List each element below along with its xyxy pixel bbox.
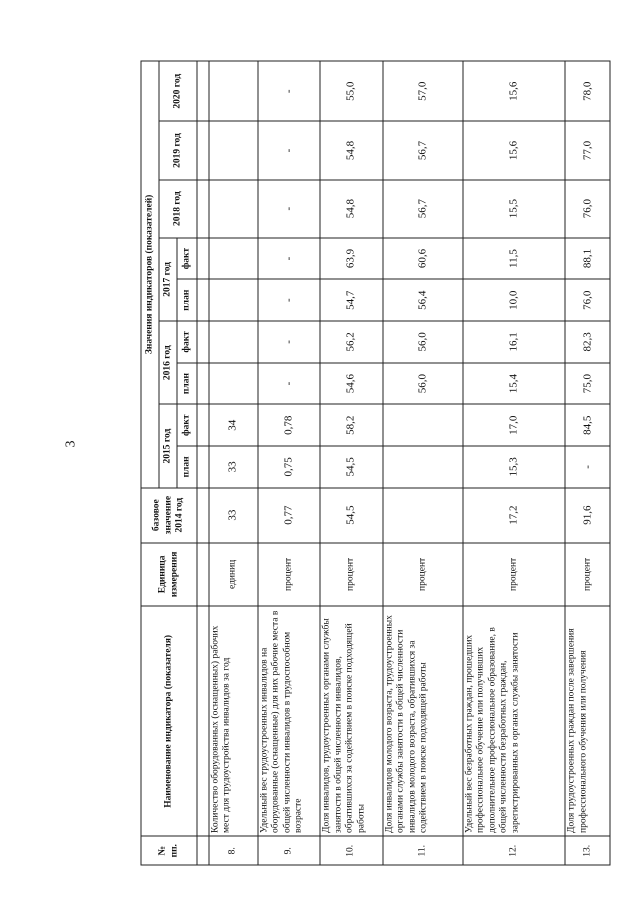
cell-y2019: [209, 121, 258, 179]
cell-p2017: [209, 279, 258, 321]
cell-p2017: 56,4: [383, 279, 463, 321]
cell-no: 8.: [209, 836, 258, 865]
cell-f2015: [383, 404, 463, 446]
header-fact: факт: [177, 321, 197, 363]
cell-y2018: -: [258, 180, 320, 238]
table-body: [209, 61, 610, 865]
header-2017: 2017 год: [159, 238, 177, 321]
cell-y2020: 15,6: [463, 61, 565, 121]
cell-unit: единиц: [209, 543, 258, 607]
cell-name: Доля инвалидов, трудоустроенных органами службы занятости в общей численности инвалидов, обратившихся за содействием в поиске подходящей работы: [320, 606, 382, 836]
cell-p2017: 10,0: [463, 279, 565, 321]
cell-name: Удельный вес трудоустроенных инвалидов на оборудованные (оснащенные) для них рабочие места в общей численности инвалидов в трудоспособном возрасте: [258, 606, 320, 836]
cell-p2016: 75,0: [565, 363, 610, 405]
cell-f2017: -: [258, 238, 320, 280]
cell-y2020: -: [258, 61, 320, 121]
cell-p2015: 33: [209, 446, 258, 488]
cell-p2016: 56,0: [383, 363, 463, 405]
cell-base: 54,5: [320, 488, 382, 543]
header-2018: 2018 год: [159, 180, 197, 238]
cell-no: 13.: [565, 836, 610, 865]
cell-f2015: 17,0: [463, 404, 565, 446]
cell-y2019: -: [258, 121, 320, 179]
cell-f2016: 82,3: [565, 321, 610, 363]
header-fact: факт: [177, 404, 197, 446]
table-row: [463, 61, 565, 865]
header-2020: 2020 год: [159, 61, 197, 121]
cell-y2018: 15,5: [463, 180, 565, 238]
header-plan: план: [177, 446, 197, 488]
cell-no: 12.: [463, 836, 565, 865]
header-base: базовое значение 2014 год: [141, 488, 197, 543]
cell-base: 33: [209, 488, 258, 543]
cell-y2020: 57,0: [383, 61, 463, 121]
cell-p2016: [209, 363, 258, 405]
cell-y2019: 15,6: [463, 121, 565, 179]
indicators-table: [141, 61, 611, 866]
rotated-table-wrapper: [141, 61, 611, 866]
cell-y2020: [209, 61, 258, 121]
cell-f2016: 56,0: [383, 321, 463, 363]
table-row: [209, 61, 258, 865]
cell-y2018: 54,8: [320, 180, 382, 238]
cell-y2020: 55,0: [320, 61, 382, 121]
cell-f2017: 11,5: [463, 238, 565, 280]
cell-no: 10.: [320, 836, 382, 865]
cell-p2015: -: [565, 446, 610, 488]
header-plan: план: [177, 363, 197, 405]
header-values-group: Значения индикаторов (показателей): [141, 61, 159, 488]
cell-f2017: 88,1: [565, 238, 610, 280]
cell-p2017: 76,0: [565, 279, 610, 321]
cell-name: Доля инвалидов молодого возраста, трудоустроенных органами службы занятости в общей численности инвалидов молодого возраста, обратившихся за содействием в поиске подходящей работы: [383, 606, 463, 836]
cell-p2016: 54,6: [320, 363, 382, 405]
cell-y2019: 77,0: [565, 121, 610, 179]
cell-name: Доля трудоустроенных граждан после завершения профессионального обучения или получения: [565, 606, 610, 836]
table-row: [258, 61, 320, 865]
cell-y2019: 56,7: [383, 121, 463, 179]
cell-y2019: 54,8: [320, 121, 382, 179]
cell-base: 0,77: [258, 488, 320, 543]
header-unit: Единица измерения: [141, 543, 197, 607]
header-no: № пп.: [141, 836, 197, 865]
cell-unit: процент: [258, 543, 320, 607]
cell-unit: процент: [320, 543, 382, 607]
cell-y2018: 56,7: [383, 180, 463, 238]
cell-f2016: [209, 321, 258, 363]
cell-f2017: [209, 238, 258, 280]
page-number: 3: [63, 440, 79, 448]
cell-f2016: 56,2: [320, 321, 382, 363]
cell-p2015: 54,5: [320, 446, 382, 488]
cell-p2016: 15,4: [463, 363, 565, 405]
cell-p2015: 15,3: [463, 446, 565, 488]
table-row: [565, 61, 610, 865]
cell-unit: процент: [383, 543, 463, 607]
cell-f2017: 60,6: [383, 238, 463, 280]
cell-p2015: [383, 446, 463, 488]
cell-y2018: 76,0: [565, 180, 610, 238]
cell-p2016: -: [258, 363, 320, 405]
header-fact: факт: [177, 238, 197, 280]
cell-unit: процент: [565, 543, 610, 607]
header-2019: 2019 год: [159, 121, 197, 179]
cell-base: [383, 488, 463, 543]
cell-base: 17,2: [463, 488, 565, 543]
cell-no: 9.: [258, 836, 320, 865]
header-name: Наименование индикатора (показателя): [141, 606, 197, 836]
header-2016: 2016 год: [159, 321, 177, 404]
cell-p2015: 0,75: [258, 446, 320, 488]
cell-name: Количество оборудованных (оснащенных) рабочих мест для трудоустройства инвалидов за год: [209, 606, 258, 836]
cell-f2015: 58,2: [320, 404, 382, 446]
cell-p2017: 54,7: [320, 279, 382, 321]
cell-y2020: 78,0: [565, 61, 610, 121]
cell-f2016: 16,1: [463, 321, 565, 363]
cell-f2016: -: [258, 321, 320, 363]
cell-name: Удельный вес безработных граждан, прошедших профессиональное обучение или получивших дополнительное профессиональное образование, в общей численности безработных граждан, зарегистрированных в органах службы занятости: [463, 606, 565, 836]
header-2015: 2015 год: [159, 404, 177, 487]
table-row: [320, 61, 382, 865]
cell-f2015: 0,78: [258, 404, 320, 446]
cell-p2017: -: [258, 279, 320, 321]
cell-unit: процент: [463, 543, 565, 607]
cell-f2015: 34: [209, 404, 258, 446]
cell-f2017: 63,9: [320, 238, 382, 280]
cell-no: 11.: [383, 836, 463, 865]
cell-y2018: [209, 180, 258, 238]
cell-f2015: 84,5: [565, 404, 610, 446]
cell-base: 91,6: [565, 488, 610, 543]
header-plan: план: [177, 279, 197, 321]
table-row: [383, 61, 463, 865]
